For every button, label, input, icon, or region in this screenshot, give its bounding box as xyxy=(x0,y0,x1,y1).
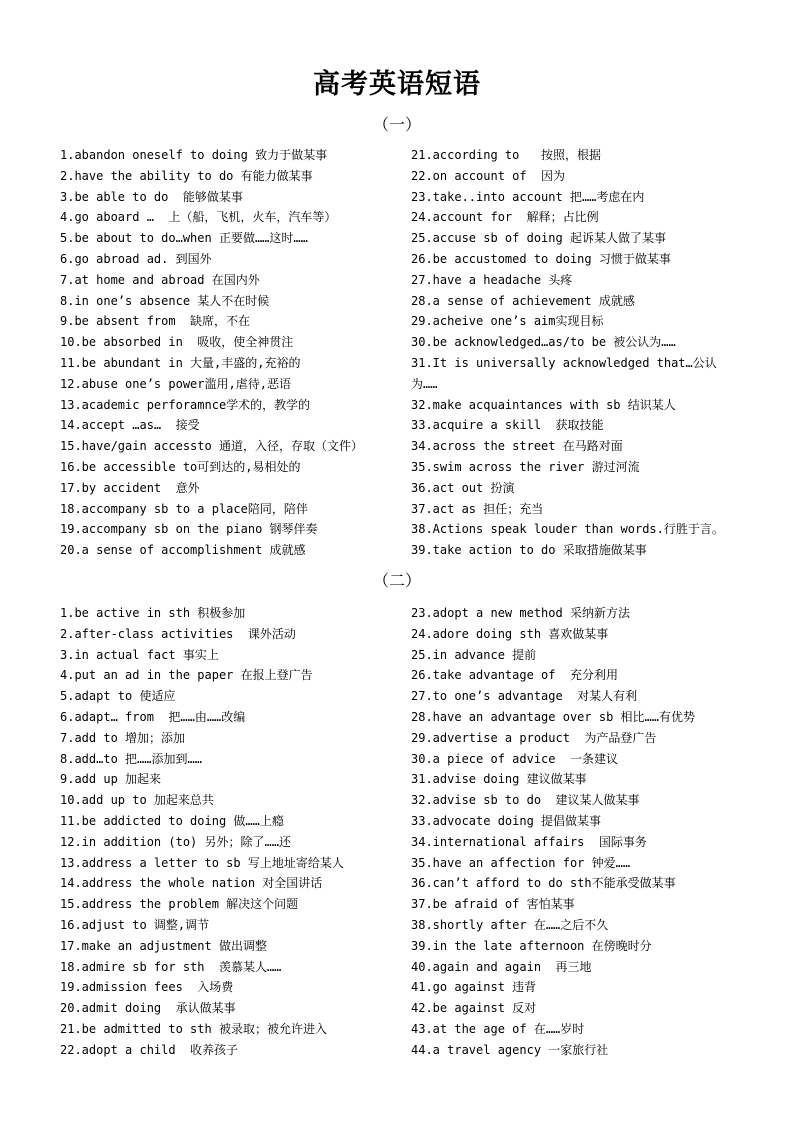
phrase-item: 43.at the age of 在……岁时 xyxy=(411,1021,585,1036)
phrase-item: 32.make acquaintances with sb 结识某人 xyxy=(411,397,676,412)
phrase-item: 28.a sense of achievement 成就感 xyxy=(411,293,635,308)
phrase-item: 20.a sense of accomplishment 成就感 xyxy=(60,543,306,558)
phrase-item: 19.admission fees 入场费 xyxy=(60,980,234,995)
phrase-item: 6.adapt… from 把……由……改编 xyxy=(60,709,246,724)
phrase-item: 5.be about to do…when 正要做……这时…… xyxy=(60,231,308,246)
phrase-item: 32.advise sb to do 建议某人做某事 xyxy=(411,793,640,808)
phrase-item: 1.be active in sth 积极参加 xyxy=(60,606,246,620)
phrase-item: 27.have a headache 头疼 xyxy=(411,272,573,287)
phrase-item: 24.adore doing sth 喜欢做某事 xyxy=(411,626,609,641)
phrase-item: 14.accept …as… 接受 xyxy=(60,418,200,433)
phrase-item: 33.acquire a skill 获取技能 xyxy=(411,418,604,433)
phrase-item: 22.on account of 因为 xyxy=(411,168,566,183)
phrase-item: 42.be against 反对 xyxy=(411,1001,537,1016)
phrase-item: 30.a piece of advice 一条建议 xyxy=(411,751,618,766)
phrase-item: 33.advocate doing 提倡做某事 xyxy=(411,813,602,828)
page-title: 高考英语短语 xyxy=(313,69,481,100)
phrase-item: 8.add…to 把……添加到…… xyxy=(60,751,202,766)
phrase-item: 3.in actual fact 事实上 xyxy=(60,647,219,662)
phrase-item: 14.address the whole nation 对全国讲话 xyxy=(60,876,323,891)
phrase-item: 13.address a letter to sb 写上地址寄给某人 xyxy=(60,855,344,870)
phrase-item: 36.act out 扮演 xyxy=(411,480,515,495)
phrase-item: 25.in advance 提前 xyxy=(411,647,537,662)
phrase-item: 17.make an adjustment 做出调整 xyxy=(60,938,267,953)
phrase-item: 26.be accustomed to doing 习惯于做某事 xyxy=(411,251,671,266)
phrase-item: 38.Actions speak louder than words.行胜于言。 xyxy=(411,522,724,537)
phrase-item: 9.be absent from 缺席，不在 xyxy=(60,314,251,329)
phrase-item: 25.accuse sb of doing 起诉某人做了某事 xyxy=(411,231,666,246)
phrase-item: 7.at home and abroad 在国内外 xyxy=(60,272,260,287)
phrase-item: 23.take..into account 把……考虑在内 xyxy=(411,189,645,204)
phrase-item: 19.accompany sb on the piano 钢琴伴奏 xyxy=(60,522,318,537)
phrase-item: 1.abandon oneself to doing 致力于做某事 xyxy=(60,148,328,162)
phrase-item: 11.be abundant in 大量,丰盛的,充裕的 xyxy=(60,355,301,370)
phrase-item: 16.adjust to 调整,调节 xyxy=(60,917,210,932)
phrase-item: 27.to one’s advantage 对某人有利 xyxy=(411,689,638,704)
phrase-item: 22.adopt a child 收养孩子 xyxy=(60,1042,239,1057)
phrase-item: 12.abuse one’s power滥用,虐待,恶语 xyxy=(60,376,291,391)
phrase-item: 2.after-class activities 课外活动 xyxy=(60,626,296,641)
phrase-item: 8.in one’s absence 某人不在时候 xyxy=(60,293,270,308)
section-1-left-list xyxy=(60,145,400,561)
phrase-item: 11.be addicted to doing 做……上瘾 xyxy=(60,813,284,828)
section-2-heading: （二） xyxy=(372,571,421,590)
phrase-item: 7.add to 增加；添加 xyxy=(60,730,186,745)
phrase-item: 4.go aboard … 上（船，飞机，火车，汽车等） xyxy=(60,210,337,225)
phrase-item: 15.address the problem 解决这个问题 xyxy=(60,897,299,912)
phrase-item: 31.It is universally acknowledged that…公认为…… xyxy=(411,355,717,391)
phrase-item: 10.be absorbed in 吸收，使全神贯注 xyxy=(60,335,294,350)
phrase-item: 35.swim across the river 游过河流 xyxy=(411,459,640,474)
phrase-item: 44.a travel agency 一家旅行社 xyxy=(411,1042,609,1057)
phrase-item: 37.act as 担任；充当 xyxy=(411,501,544,516)
phrase-item: 16.be accessible to可到达的,易相处的 xyxy=(60,459,301,474)
section-1-heading: （一） xyxy=(372,115,421,134)
phrase-item: 9.add up 加起来 xyxy=(60,772,162,787)
phrase-item: 34.international affairs 国际事务 xyxy=(411,834,647,849)
phrase-item: 2.have the ability to do 有能力做某事 xyxy=(60,168,313,183)
phrase-item: 3.be able to do 能够做某事 xyxy=(60,189,243,204)
phrase-item: 37.be afraid of 害怕某事 xyxy=(411,897,575,912)
phrase-item: 13.academic perforamnce学术的，教学的 xyxy=(60,397,311,412)
phrase-item: 17.by accident 意外 xyxy=(60,480,200,495)
phrase-item: 38.shortly after 在……之后不久 xyxy=(411,917,609,932)
section-1-right-list xyxy=(411,145,736,561)
phrase-item: 34.across the street 在马路对面 xyxy=(411,439,623,454)
phrase-item: 30.be acknowledged…as/to be 被公认为…… xyxy=(411,335,676,350)
phrase-item: 18.admire sb for sth 羡慕某人…… xyxy=(60,959,282,974)
phrase-item: 24.account for 解释；占比例 xyxy=(411,210,599,225)
phrase-item: 39.in the late afternoon 在傍晚时分 xyxy=(411,938,652,953)
phrase-item: 5.adapt to 使适应 xyxy=(60,689,176,704)
phrase-item: 4.put an ad in the paper 在报上登广告 xyxy=(60,668,313,683)
phrase-item: 39.take action to do 采取措施做某事 xyxy=(411,543,647,558)
phrase-item: 18.accompany sb to a place陪同，陪伴 xyxy=(60,501,308,516)
phrase-item: 6.go abroad ad. 到国外 xyxy=(60,251,212,266)
phrase-item: 21.be admitted to sth 被录取；被允许进入 xyxy=(60,1021,327,1036)
section-2-right-list xyxy=(411,603,736,1061)
phrase-item: 20.admit doing 承认做某事 xyxy=(60,1001,236,1016)
phrase-item: 28.have an advantage over sb 相比……有优势 xyxy=(411,709,695,724)
phrase-item: 12.in addition (to) 另外；除了……还 xyxy=(60,834,291,849)
phrase-item: 29.advertise a product 为产品登广告 xyxy=(411,730,657,745)
phrase-item: 23.adopt a new method 采纳新方法 xyxy=(411,606,630,620)
phrase-item: 35.have an affection for 钟爱…… xyxy=(411,855,631,870)
section-2-left-list xyxy=(60,603,400,1061)
phrase-item: 26.take advantage of 充分利用 xyxy=(411,668,618,683)
phrase-item: 29.acheive one’s aim实现目标 xyxy=(411,314,604,329)
phrase-item: 40.again and again 再三地 xyxy=(411,959,592,974)
phrase-item: 31.advise doing 建议做某事 xyxy=(411,772,587,787)
phrase-item: 15.have/gain accessto 通道，入径，存取（文件） xyxy=(60,439,363,454)
phrase-item: 41.go against 违背 xyxy=(411,980,537,995)
phrase-item: 10.add up to 加起来总共 xyxy=(60,793,214,808)
phrase-item: 21.according to 按照，根据 xyxy=(411,148,602,162)
phrase-item: 36.can’t afford to do sth不能承受做某事 xyxy=(411,876,676,891)
